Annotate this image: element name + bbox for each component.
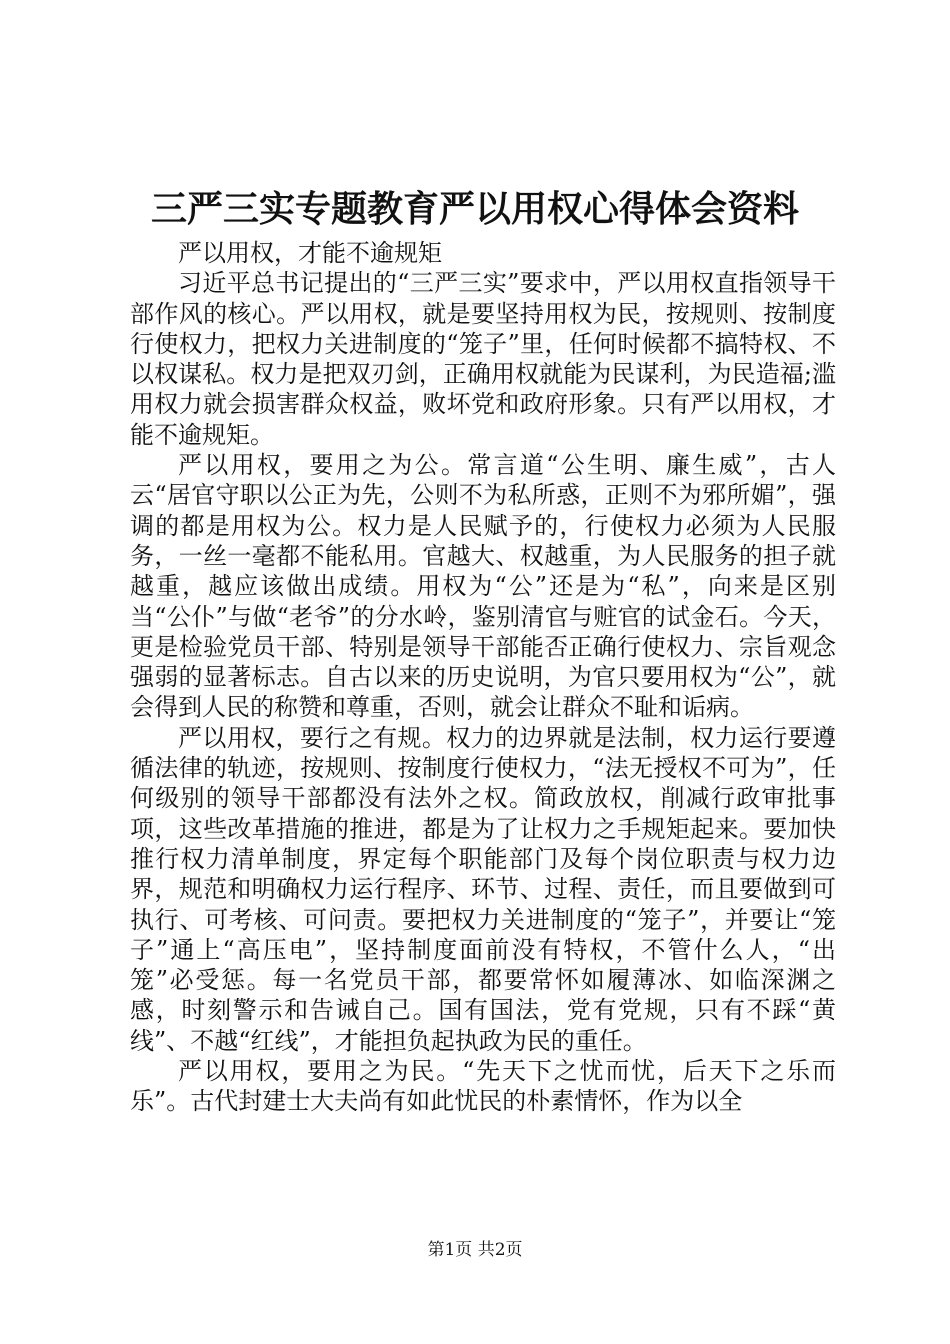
document-title: 三严三实专题教育严以用权心得体会资料: [150, 188, 799, 230]
paragraph-subtitle: 严以用权，才能不逾规矩: [178, 239, 442, 267]
paragraph-4: 严以用权，要用之为民。“先天下之忧而忧，后天下之乐而乐”。古代封建士大夫尚有如此忧民的朴素情怀，作为以全: [130, 1057, 836, 1116]
document-body: [130, 238, 836, 1117]
page-number-footer: 第1页 共2页: [427, 1240, 523, 1260]
paragraph-1: 习近平总书记提出的“三严三实”要求中，严以用权直指领导干部作风的核心。严以用权，就是要坚持用权为民，按规则、按制度行使权力，把权力关进制度的“笼子”里，任何时候都不搞特权、不以权谋私。权力是把双刃剑，正确用权就能为民谋利，为民造福;滥用权力就会损害群众权益，败坏党和政府形象。只有严以用权，才能不逾规矩。: [130, 269, 836, 449]
paragraph-3: 严以用权，要行之有规。权力的边界就是法制，权力运行要遵循法律的轨迹，按规则、按制度行使权力，“法无授权不可为”，任何级别的领导干部都没有法外之权。简政放权，削减行政审批事项，这些改革措施的推进，都是为了让权力之手规矩起来。要加快推行权力清单制度，界定每个职能部门及每个岗位职责与权力边界，规范和明确权力运行程序、环节、过程、责任，而且要做到可执行、可考核、可问责。要把权力关进制度的“笼子”，并要让“笼子”通上“高压电”，坚持制度面前没有特权，不管什么人，“出笼”必受惩。每一名党员干部，都要常怀如履薄冰、如临深渊之感，时刻警示和告诫自己。国有国法，党有党规，只有不踩“黄线”、不越“红线”，才能担负起执政为民的重任。: [130, 723, 836, 1055]
paragraph-2: 严以用权，要用之为公。常言道“公生明、廉生威”，古人云“居官守职以公正为先，公则不为私所惑，正则不为邪所媚”，强调的都是用权为公。权力是人民赋予的，行使权力必须为人民服务，一丝一毫都不能私用。官越大、权越重，为人民服务的担子就越重，越应该做出成绩。用权为“公”还是为“私”，向来是区别当“公仆”与做“老爷”的分水岭，鉴别清官与赃官的试金石。今天，更是检验党员干部、特别是领导干部能否正确行使权力、宗旨观念强弱的显著标志。自古以来的历史说明，为官只要用权为“公”，就会得到人民的称赞和尊重，否则，就会让群众不耻和诟病。: [130, 451, 836, 722]
